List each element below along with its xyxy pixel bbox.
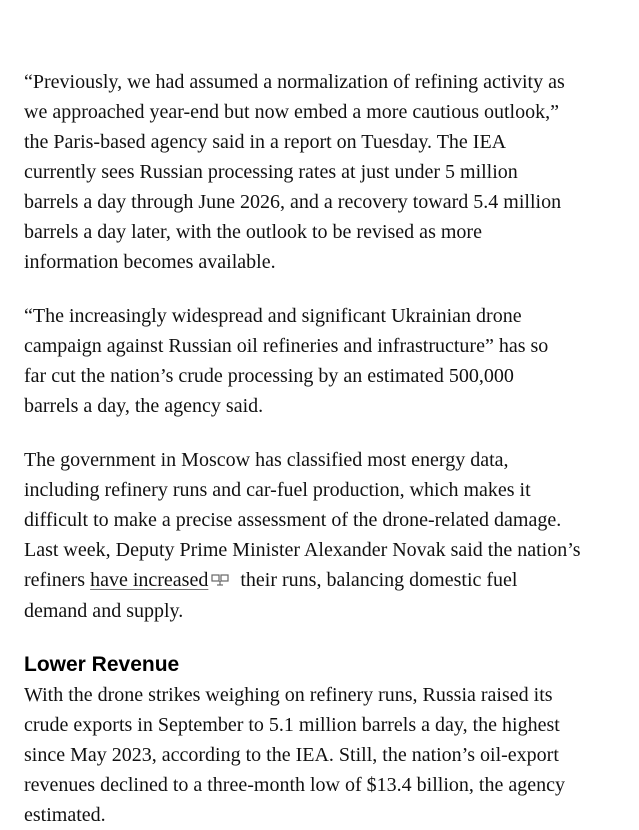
text-line: we approached year-end but now embed a more cautious outlook,” bbox=[24, 101, 559, 123]
text-segment: refiners bbox=[24, 569, 91, 591]
paragraph-1 bbox=[24, 67, 639, 277]
text-line: information becomes available. bbox=[24, 251, 276, 273]
text-line: revenues declined to a three-month low of $13.4 billion, the agency bbox=[24, 774, 565, 797]
text-line: since May 2023, according to the IEA. Still, the nation’s oil-export bbox=[24, 744, 559, 767]
text-line: far cut the nation’s crude processing by an estimated 500,000 bbox=[24, 365, 514, 387]
text-line: campaign against Russian oil refineries and infrastructure” has so bbox=[24, 335, 549, 357]
terminal-link-icon[interactable] bbox=[211, 566, 229, 596]
text-line: difficult to make a precise assessment of the drone-related damage. bbox=[24, 509, 562, 531]
paragraph-2 bbox=[24, 301, 639, 421]
text-line: With the drone strikes weighing on refinery runs, Russia raised its bbox=[24, 684, 553, 707]
text-line: estimated. bbox=[24, 804, 106, 827]
text-line: the Paris-based agency said in a report on Tuesday. The IEA bbox=[24, 131, 507, 153]
paragraph-3 bbox=[24, 445, 639, 626]
text-line: The government in Moscow has classified most energy data, bbox=[24, 449, 509, 471]
text-line: barrels a day, the agency said. bbox=[24, 395, 264, 417]
paragraph-4 bbox=[24, 680, 639, 830]
have-increased-link[interactable]: have increased bbox=[90, 569, 209, 591]
text-line: barrels a day through June 2026, and a recovery toward 5.4 million bbox=[24, 191, 562, 213]
text-line: “Previously, we had assumed a normalization of refining activity as bbox=[24, 71, 565, 93]
text-line: barrels a day later, with the outlook to be revised as more bbox=[24, 221, 482, 243]
text-line: crude exports in September to 5.1 million barrels a day, the highest bbox=[24, 714, 560, 737]
text-line: demand and supply. bbox=[24, 600, 184, 623]
section-heading: Lower Revenue bbox=[24, 653, 180, 677]
text-line-with-link bbox=[24, 565, 639, 596]
article-body bbox=[24, 67, 639, 830]
text-segment: their runs, balancing domestic fuel bbox=[235, 569, 518, 591]
text-line: “The increasingly widespread and significant Ukrainian drone bbox=[24, 305, 522, 327]
text-line: including refinery runs and car-fuel production, which makes it bbox=[24, 479, 531, 501]
text-line: Last week, Deputy Prime Minister Alexander Novak said the nation’s bbox=[24, 539, 581, 561]
text-line: currently sees Russian processing rates at just under 5 million bbox=[24, 161, 518, 183]
